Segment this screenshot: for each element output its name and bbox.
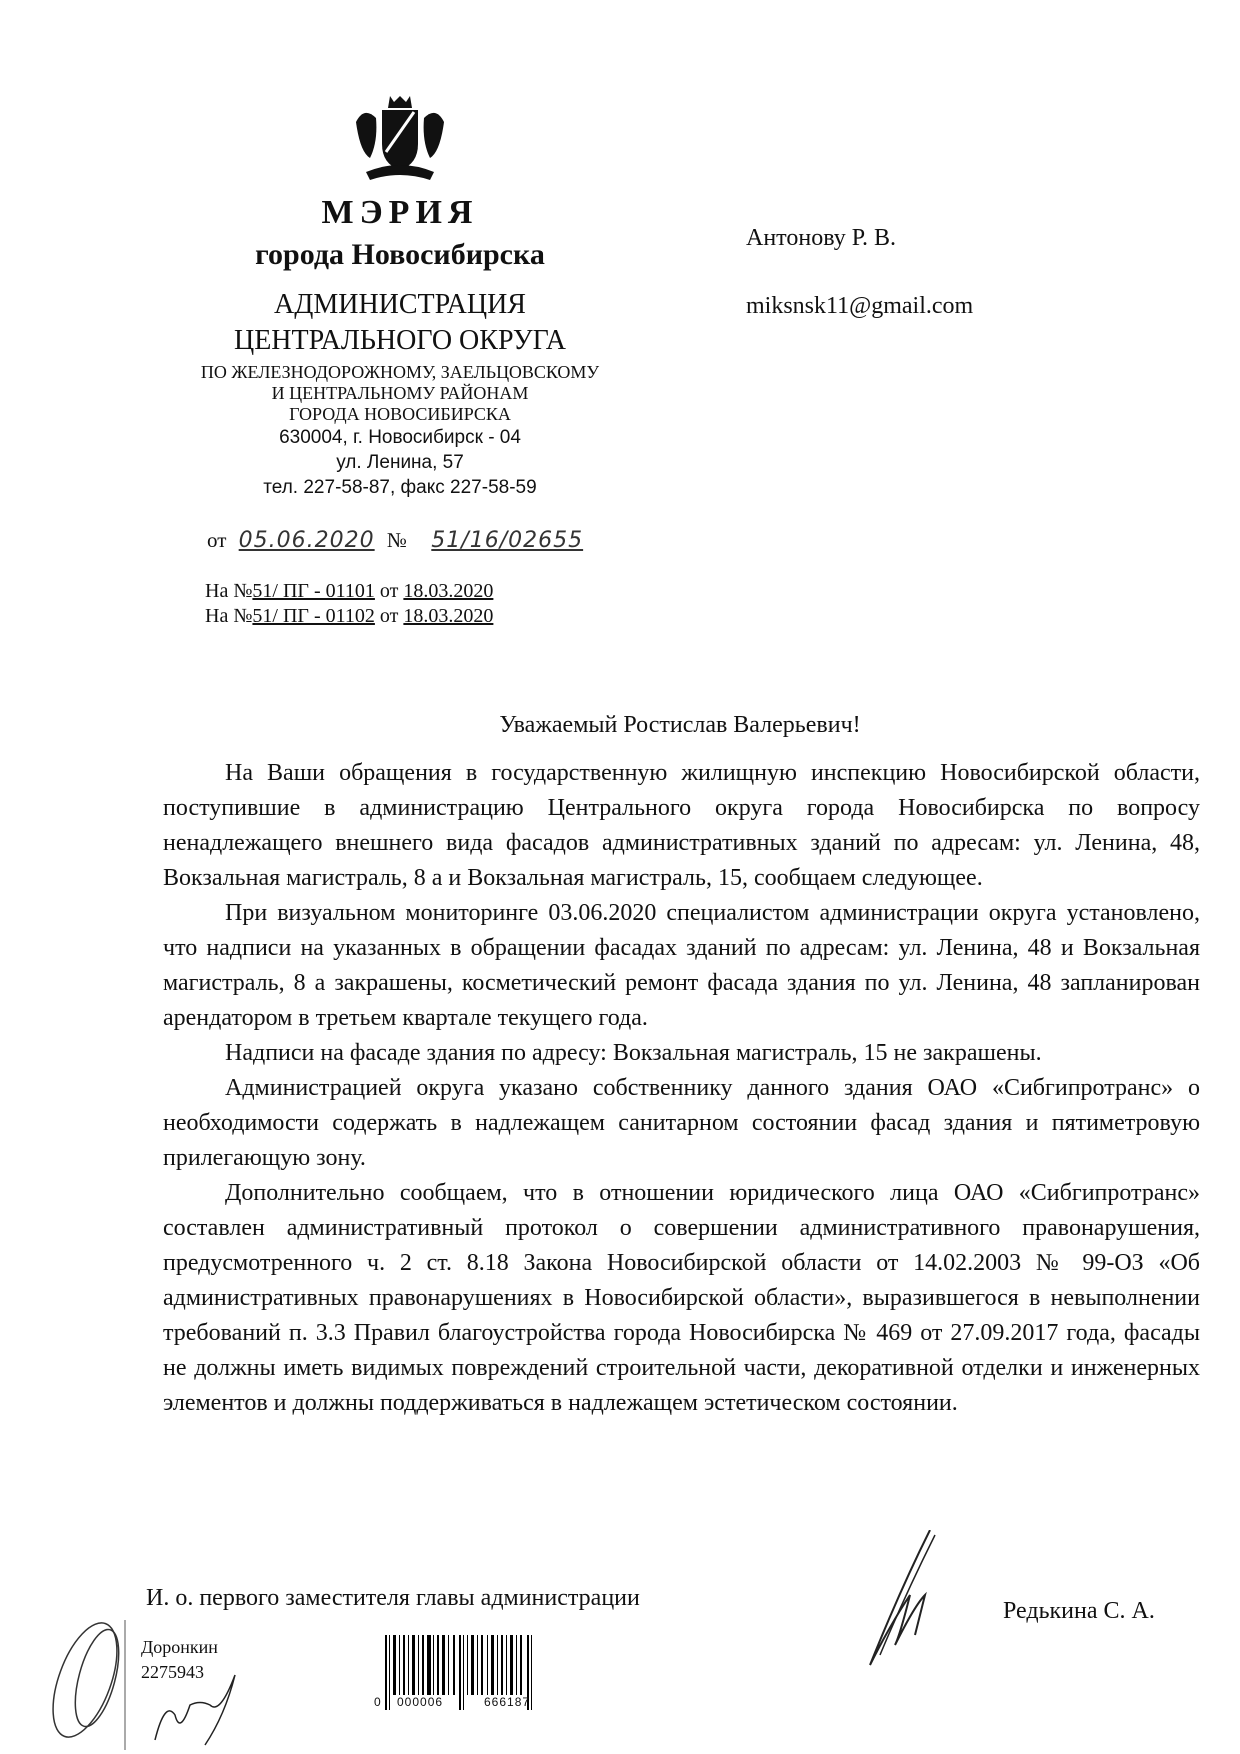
reference-from-label: от [379, 605, 399, 627]
barcode-digits-left: 0 [374, 1695, 381, 1709]
letterhead-address-line2: ул. Ленина, 57 [336, 452, 464, 473]
letterhead-city: города Новосибирска [255, 238, 545, 271]
barcode-digits-mid: 000006 [397, 1695, 444, 1709]
executor-signature-and-stamp [45, 1600, 285, 1750]
executor-name: Доронкин [141, 1637, 218, 1657]
letter-body [163, 756, 1200, 1421]
salutation: Уважаемый Ростислав Валерьевич! [499, 712, 861, 738]
signatory-position: И. о. первого заместителя главы администрации [146, 1585, 640, 1611]
reference-number: 51/ ПГ - 01102 [252, 605, 375, 627]
reference-num-label: № [233, 580, 253, 602]
registration-line [207, 528, 602, 553]
registration-number-label: № [386, 528, 407, 552]
reference-prefix: На [205, 605, 229, 627]
signatory-name: Редькина С. А. [1003, 1598, 1155, 1624]
reference-date: 18.03.2020 [403, 580, 494, 602]
body-paragraph: На Ваши обращения в государственную жилищную инспекцию Новосибирской области, поступившие в администрацию Центрального округа города Новосибирска по вопросу ненадлежащего внешнего вида фасадов административных зданий по адресам: ул. Ленина, 48, Вокзальная магистраль, 8 а и Вокзальная магистраль, 15, сообщаем следующее. [163, 760, 1200, 891]
reference-prefix: На [205, 580, 229, 602]
registration-date: 05.06.2020 [238, 528, 375, 553]
letterhead-district-line2: И ЦЕНТРАЛЬНОМУ РАЙОНАМ [271, 383, 529, 403]
letterhead-admin-line2: ЦЕНТРАЛЬНОГО ОКРУГА [233, 325, 567, 356]
reference-number: 51/ ПГ - 01101 [252, 580, 375, 602]
letterhead-title: МЭРИЯ [321, 194, 479, 231]
body-paragraph: При визуальном мониторинге 03.06.2020 специалистом администрации округа установлено, что надписи на указанных в обращении фасадах зданий по адресам: ул. Ленина, 48 и Вокзальная магистраль, 8 а закрашены, косметический ремонт фасада здания по ул. Ленина, 48 запланирован арендатором в третьем квартале текущего года. [163, 900, 1200, 1031]
barcode-digits-right: 666187 [484, 1695, 531, 1709]
reference-line-2 [205, 605, 493, 628]
body-paragraph: Администрацией округа указано собственнику данного здания ОАО «Сибгипротранс» о необходимости содержать в надлежащем санитарном состоянии фасад здания и пятиметровую прилегающую зону. [163, 1075, 1200, 1171]
letterhead-admin-line1: АДМИНИСТРАЦИЯ [274, 289, 526, 320]
executor-phone: 2275943 [141, 1662, 204, 1682]
coat-of-arms-emblem [352, 92, 448, 186]
letterhead-district-line3: ГОРОДА НОВОСИБИРСКА [289, 404, 511, 424]
registration-from-label: от [207, 528, 227, 552]
registration-number: 51/16/02655 [431, 528, 584, 553]
reference-from-label: от [379, 580, 399, 602]
body-paragraph: Надписи на фасаде здания по адресу: Вокзальная магистраль, 15 не закрашены. [225, 1040, 1042, 1066]
reference-date: 18.03.2020 [403, 605, 494, 627]
recipient-name: Антонову Р. В. [746, 225, 897, 251]
letterhead-address-line1: 630004, г. Новосибирск - 04 [279, 427, 521, 448]
body-paragraph: Дополнительно сообщаем, что в отношении юридического лица ОАО «Сибгипротранс» составлен административный протокол о совершении административного правонарушения, предусмотренного ч. 2 ст. 8.18 Закона Новосибирской области от 14.02.2003 № 99-ОЗ «Об административных правонарушениях в Новосибирской области», выразившегося в невыполнении требований п. 3.3 Правил благоустройства города Новосибирска № 469 от 27.09.2017 года, фасады не должны иметь видимых повреждений строительной части, декоративной отделки и инженерных элементов и должны поддерживаться в надлежащем эстетическом состоянии. [163, 1180, 1200, 1416]
letterhead-phone: тел. 227-58-87, факс 227-58-59 [263, 477, 537, 498]
handwritten-signature [850, 1530, 960, 1670]
letterhead-district-line1: ПО ЖЕЛЕЗНОДОРОЖНОМУ, ЗАЕЛЬЦОВСКОМУ [200, 362, 600, 382]
reference-line-1 [205, 580, 493, 603]
recipient-email: miksnsk11@gmail.com [746, 293, 974, 319]
reference-num-label: № [233, 605, 253, 627]
